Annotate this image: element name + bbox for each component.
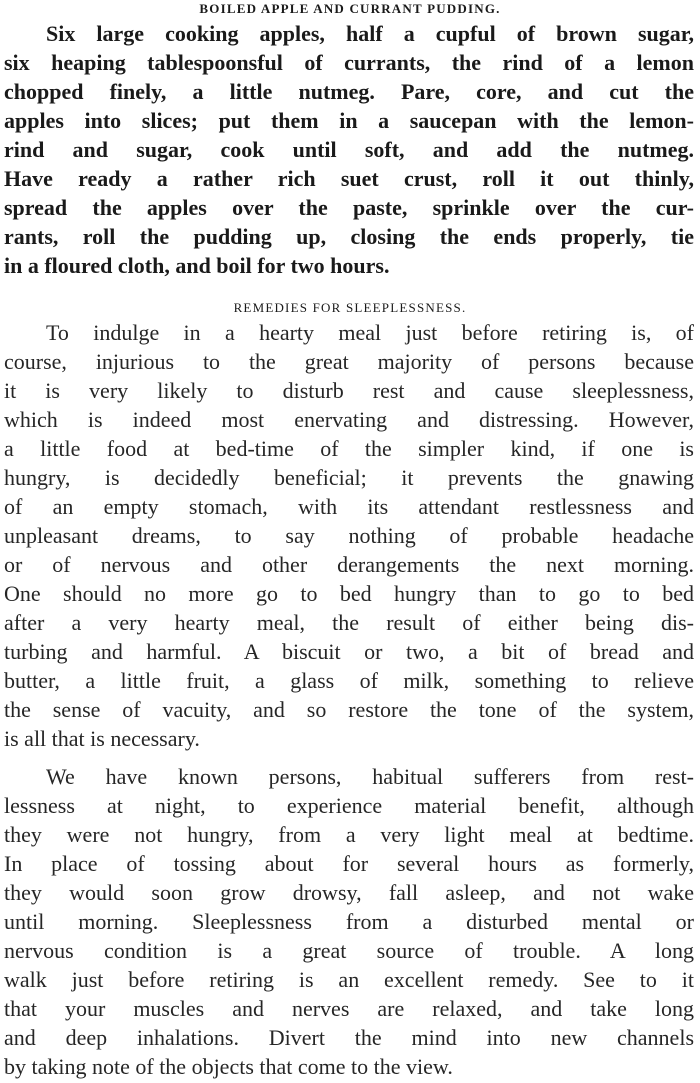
text-line: the sense of vacuity, and so restore the tone of the system,	[4, 697, 694, 722]
text-line: six heaping tablespoonsful of currants, the rind of a lemon	[4, 50, 694, 75]
text-line: lessness at night, to experience material benefit, although	[4, 793, 694, 818]
text-line: Six large cooking apples, half a cupful of brown sugar,	[46, 21, 694, 46]
text-line: turbing and harmful. A biscuit or two, a bit of bread and	[4, 639, 694, 664]
text-line: course, injurious to the great majority of persons because	[4, 349, 694, 374]
text-line: by taking note of the objects that come to the view.	[4, 1054, 453, 1079]
text-line: which is indeed most enervating and distressing. However,	[4, 407, 694, 432]
text-line: apples into slices; put them in a saucepan with the lemon-	[4, 108, 694, 133]
section-heading-pudding: BOILED APPLE AND CURRANT PUDDING.	[199, 1, 501, 16]
text-line: rind and sugar, cook until soft, and add the nutmeg.	[4, 137, 694, 162]
text-line: In place of tossing about for several hours as formerly,	[4, 851, 694, 876]
text-line: To indulge in a hearty meal just before retiring is, of	[46, 320, 694, 345]
text-line: that your muscles and nerves are relaxed, and take long	[4, 996, 694, 1021]
text-line: nervous condition is a great source of trouble. A long	[4, 938, 694, 963]
text-line: walk just before retiring is an excellent remedy. See to it	[4, 967, 694, 992]
text-line: We have known persons, habitual sufferers from rest-	[46, 764, 694, 789]
text-line: chopped finely, a little nutmeg. Pare, core, and cut the	[4, 79, 694, 104]
text-line: until morning. Sleeplessness from a disturbed mental or	[4, 909, 694, 934]
text-line: it is very likely to disturb rest and cause sleeplessness,	[4, 378, 694, 403]
text-line: they would soon grow drowsy, fall asleep, and not wake	[4, 880, 694, 905]
text-line: butter, a little fruit, a glass of milk, something to relieve	[4, 668, 694, 693]
text-line: after a very hearty meal, the result of either being dis-	[4, 610, 694, 635]
text-line: unpleasant dreams, to say nothing of probable headache	[4, 523, 694, 548]
text-line: or of nervous and other derangements the next morning.	[4, 552, 694, 577]
text-line: of an empty stomach, with its attendant restlessness and	[4, 494, 694, 519]
text-line: in a floured cloth, and boil for two hours.	[4, 253, 390, 278]
text-line: One should no more go to bed hungry than to go to bed	[4, 581, 694, 606]
text-line: a little food at bed-time of the simpler kind, if one is	[4, 436, 694, 461]
text-line: Have ready a rather rich suet crust, roll it out thinly,	[4, 166, 694, 191]
text-line: hungry, is decidedly beneficial; it prevents the gnawing	[4, 465, 694, 490]
text-line: spread the apples over the paste, sprinkle over the cur-	[4, 195, 694, 220]
text-line: is all that is necessary.	[4, 726, 200, 751]
section-heading-sleeplessness: REMEDIES FOR SLEEPLESSNESS.	[233, 300, 467, 315]
text-line: rants, roll the pudding up, closing the ends properly, tie	[4, 224, 694, 249]
text-line: and deep inhalations. Divert the mind into new channels	[4, 1025, 694, 1050]
text-line: they were not hungry, from a very light meal at bedtime.	[4, 822, 694, 847]
